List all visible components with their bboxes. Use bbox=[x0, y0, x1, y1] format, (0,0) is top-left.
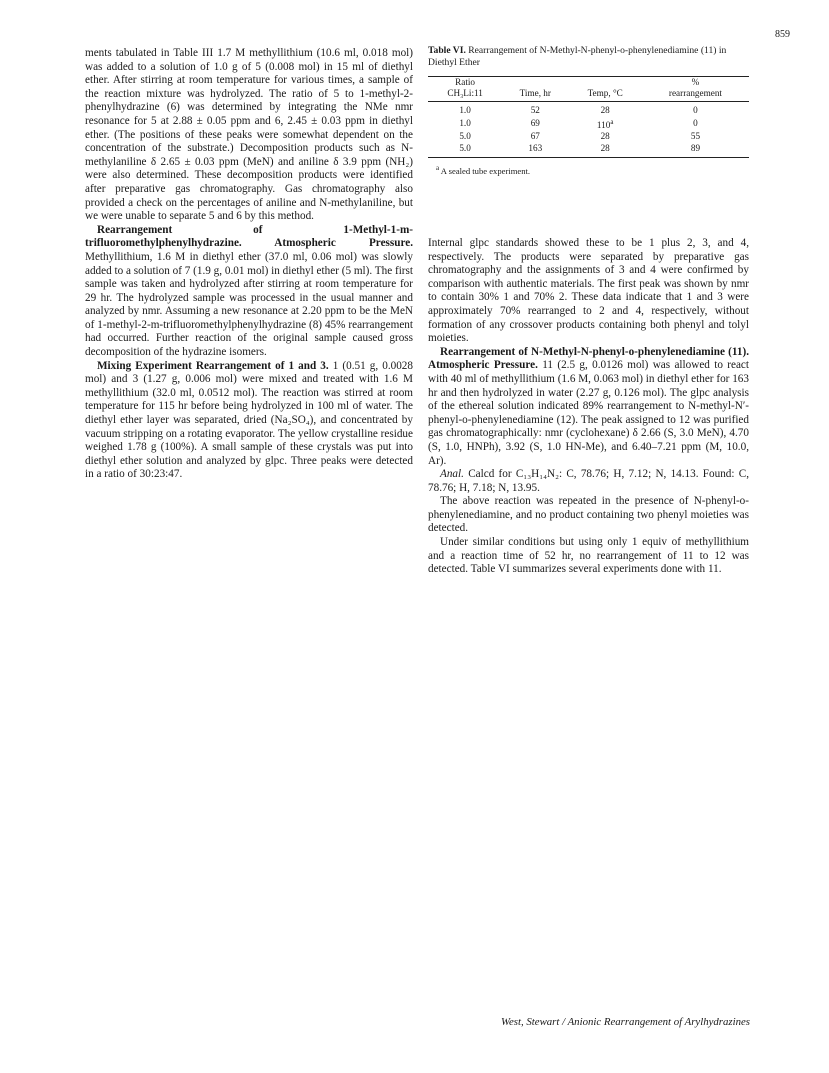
cell-temp bbox=[568, 117, 642, 132]
left-paragraph-2: Methyllithium, 1.6 M in diethyl ether (37.0 ml, 0.06 mol) was slowly added to a solution of 7 (1.9 g, 0.01 mol) in diethyl ether (5 ml). The first sample was taken and hydrolyzed after stirring at room temperature for 29 hr. The hydrolyzed sample was processed in the usual manner and analyzed by nmr. Assuming a new resonance at 2.20 ppm to be the MeN of 1-methyl-2-m-trifluoromethylphenylhydrazine (8) 45% rearrangement had occurred. Further reaction of the original sample caused gross decomposition of the hydrazine isomers. bbox=[85, 250, 413, 359]
cell-ratio: 1.0 bbox=[459, 118, 471, 129]
cell-time: 67 bbox=[530, 131, 540, 142]
table-row bbox=[428, 117, 749, 132]
page-number: 859 bbox=[775, 29, 790, 40]
cell-temp-value: 28 bbox=[600, 131, 610, 142]
header-ratio-bottom: CH₃Li:11 bbox=[447, 88, 483, 98]
table-row bbox=[428, 143, 749, 158]
table-row bbox=[428, 102, 749, 117]
right-paragraph-3: The above reaction was repeated in the presence of N-phenyl-o-phenylenediamine, and no product containing two phenyl moieties was detected. bbox=[428, 495, 749, 535]
rearrangement-table bbox=[428, 76, 749, 158]
cell-percent: 89 bbox=[690, 142, 701, 153]
cell-temp bbox=[568, 102, 642, 117]
left-paragraph-1: ments tabulated in Table III 1.7 M methyllithium (10.6 ml, 0.018 mol) was added to a solution of 1.0 g of 5 (0.008 mol) in 15 ml of diethyl ether. After stirring at room temperature for various times, a sample of the reaction mixture was hydrolyzed. The ratio of 5 to 1-methyl-2-phenylhydrazine (6) was determined by integrating the NMe nmr resonance for 5 at 2.88 ± 0.05 ppm and 6, 2.45 ± 0.03 ppm in diethyl ether. (The positions of these peaks were somewhat dependent on the concentration of the substrate.) Decomposition products such as N-methylaniline δ 2.65 ± 0.03 ppm (MeN) and aniline δ 3.9 ppm (NH₂) were also determined. These decomposition products were identified after preparative gas chromatography. Gas chromatography also provided a check on the percentages of aniline and N-methylaniline, but we were unable to separate 5 and 6 by this method. bbox=[85, 47, 413, 223]
anal-text: Calcd for C₁₃H₁₄N₂: C, 78.76; H, 7.12; N, 14.13. Found: C, 78.76; H, 7.18; N, 13.95. bbox=[428, 468, 750, 494]
cell-percent: 0 bbox=[693, 118, 698, 129]
table-caption-text: Rearrangement of N-Methyl-N-phenyl-o-phenylenediamine (11) in Diethyl Ether bbox=[428, 45, 727, 68]
footnote-mark: a bbox=[436, 164, 440, 173]
footnote-text: A sealed tube experiment. bbox=[440, 165, 531, 176]
header-ratio-top: Ratio bbox=[455, 77, 476, 87]
header-temp: Temp, °C bbox=[587, 88, 623, 98]
cell-temp-value: 28 bbox=[600, 105, 610, 115]
right-paragraph-1: Internal glpc standards showed these to be 1 plus 2, 3, and 4, respectively. The products were separated by preparative gas chromatography and the assignments of 3 and 4 were confirmed by comparison with authentic materials. The first peak was shown by nmr to contain 30% 1 and 70% 2. These data indicate that 1 and 3 were approximately 70% rearranged to 2 and 4, respectively, without formation of any crossover products containing both phenyl and tolyl moieties. bbox=[428, 237, 749, 345]
table-footnote bbox=[428, 164, 749, 176]
table-caption bbox=[428, 45, 749, 68]
right-column bbox=[428, 237, 749, 577]
header-percent-top: % bbox=[691, 77, 700, 87]
table-caption-label: Table VI. bbox=[428, 45, 466, 56]
cell-time: 52 bbox=[530, 105, 540, 115]
cell-percent: 0 bbox=[693, 105, 698, 115]
left-column bbox=[85, 47, 413, 482]
header-time: Time, hr bbox=[519, 88, 551, 98]
right-anal bbox=[428, 468, 749, 495]
cell-temp bbox=[568, 131, 642, 143]
cell-temp-value: 28 bbox=[600, 142, 610, 153]
cell-temp-value: 110 bbox=[596, 119, 611, 130]
left-section-2 bbox=[85, 224, 413, 360]
section-heading-mixing: Mixing Experiment Rearrangement of 1 and 3. bbox=[97, 359, 329, 372]
anal-label: Anal. bbox=[440, 468, 464, 481]
cell-temp bbox=[568, 143, 642, 158]
right-paragraph-2: 11 (2.5 g, 0.0126 mol) was allowed to react with 40 ml of methyllithium (1.6 M, 0.063 mol) in diethyl ether for 163 hr and then hydrolyzed in water (2.27 g, 0.126 mol). The glpc analysis of the ethereal solution indicated 89% rearrangement to N-methyl-N′-phenyl-o-phenylenediamine (12). The peak assigned to 12 was purified gas chromatographically: nmr (cyclohexane) δ 2.66 (S, 3.0 MeN), 4.70 (S, 1.0, HNPh), 3.92 (S, 1.0 HN-Me), and 6.40–7.21 ppm (M, 10.0, Ar). bbox=[428, 359, 749, 467]
section-heading-phenylenediamine: Rearrangement of N-Methyl-N-phenyl-o-phenylenediamine (11). Atmospheric Pressure. bbox=[428, 345, 749, 372]
cell-time: 69 bbox=[530, 118, 540, 129]
header-percent bbox=[642, 77, 749, 102]
right-paragraph-4: Under similar conditions but using only 1 equiv of methyllithium and a reaction time of 52 hr, no rearrangement of 11 to 12 was detected. Table VI summarizes several experiments done with 11. bbox=[428, 536, 749, 576]
table-vi bbox=[428, 45, 749, 176]
header-percent-bottom: rearrangement bbox=[668, 88, 722, 98]
table-row bbox=[428, 131, 749, 143]
cell-time: 163 bbox=[528, 142, 543, 153]
header-ratio bbox=[428, 77, 502, 102]
right-section-2 bbox=[428, 346, 749, 468]
cell-temp-footnote-mark: a bbox=[610, 117, 614, 126]
cell-ratio: 5.0 bbox=[459, 142, 471, 153]
left-paragraph-3: 1 (0.51 g, 0.0028 mol) and 3 (1.27 g, 0.006 mol) were mixed and treated with 1.6 M methyllithium (32.0 ml, 0.0512 mol). The reaction was stirred at room temperature for 115 hr before being hydrolyzed in 100 ml of water. The diethyl ether layer was separated, dried (Na₂SO₄), and concentrated by vacuum stripping on a rotating evaporator. The yellow crystalline residue weighed 1.78 g (100%). A small sample of these crystals was put into diethyl ether solution and analyzed by glpc. Three peaks were detected in a ratio of 30:23:47. bbox=[85, 359, 413, 481]
left-section-3 bbox=[85, 360, 413, 482]
cell-ratio: 5.0 bbox=[459, 131, 471, 142]
cell-ratio: 1.0 bbox=[459, 105, 471, 115]
running-footer: West, Stewart / Anionic Rearrangement of Arylhydrazines bbox=[500, 1016, 750, 1028]
cell-percent: 55 bbox=[690, 131, 701, 142]
section-heading-trifluoromethyl: Rearrangement of 1-Methyl-1-m-trifluoromethylphenylhydrazine. Atmospheric Pressure. bbox=[85, 223, 413, 250]
